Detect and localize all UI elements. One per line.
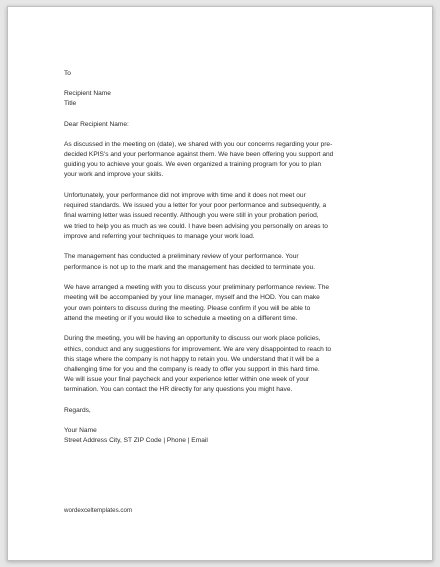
paragraph-2 [64, 191, 384, 242]
to-label: To [64, 70, 71, 77]
paragraph-line: The management has conducted a preliminary review of your performance. Your [64, 253, 299, 261]
paragraph-line: your own pointers to discuss during the meeting. Please confirm if you will be able to [64, 304, 311, 312]
paragraph-line: attend the meeting or if you would like to schedule a meeting on a different time. [64, 314, 298, 322]
paragraph-line: this stage where the company is not happy to retain you. We understand that it will be a [64, 355, 319, 363]
closing: Regards, [64, 407, 91, 415]
footer-site: wordexceltemplates.com [64, 507, 133, 514]
paragraph-line: As discussed in the meeting on (date), we shared with you our concerns regarding your pre- [64, 140, 333, 148]
paragraph-line: We have arranged a meeting with you to discuss your preliminary performance review. The [64, 284, 330, 292]
paragraph-line: improve and referring your techniques to manage your work load. [64, 232, 255, 240]
paragraph-line: we tried to help you as much as we could. I have been advising you personally on areas to [64, 222, 328, 230]
paragraph-line: During the meeting, you will be having an opportunity to discuss our work place policies, [64, 335, 321, 343]
paragraph-line: decided KPIS's and your performance against them. We have been offering you support and [64, 151, 334, 159]
document-page [7, 6, 433, 561]
paragraph-line: guiding you to achieve your goals. We even organized a training program for you to plan [64, 161, 322, 169]
paragraph-line: ethics, conduct and any suggestions for improvement. We are very disappointed to reach to [64, 345, 332, 353]
paragraph-line: required standards. We issued you a letter for your poor performance and subsequently, a [64, 202, 327, 210]
letter-body [64, 69, 384, 447]
paragraph-line: termination. You can contact the HR directly for any questions you might have. [64, 386, 293, 394]
paragraph-line: your work and improve your skills. [64, 171, 164, 179]
paragraph-4 [64, 283, 384, 324]
paragraph-line: meeting will be accompanied by your line manager, myself and the HOD. You can make [64, 294, 320, 302]
paragraph-line: challenging time for you and the company is ready to offer you support in this hard time. [64, 366, 320, 374]
paragraph-line: final warning letter was issued recently. Although you were still in your probation period, [64, 212, 319, 220]
paragraph-5 [64, 334, 384, 395]
paragraph-line: We will issue your final paycheck and your experience letter within one week of your [64, 376, 310, 384]
paragraph-line: Unfortunately, your performance did not improve with time and it does not meet our [64, 192, 306, 200]
recipient-title: Title [64, 100, 77, 108]
recipient-name: Recipient Name [64, 90, 111, 98]
sender-address: Street Address City, ST ZIP Code | Phone | Email [64, 437, 208, 445]
salutation: Dear Recipient Name: [64, 120, 129, 128]
paragraph-3 [64, 252, 384, 272]
paragraph-1 [64, 140, 384, 181]
paragraph-line: performance is not up to the mark and the management has decided to terminate you. [64, 263, 316, 271]
sender-name: Your Name [64, 427, 97, 435]
